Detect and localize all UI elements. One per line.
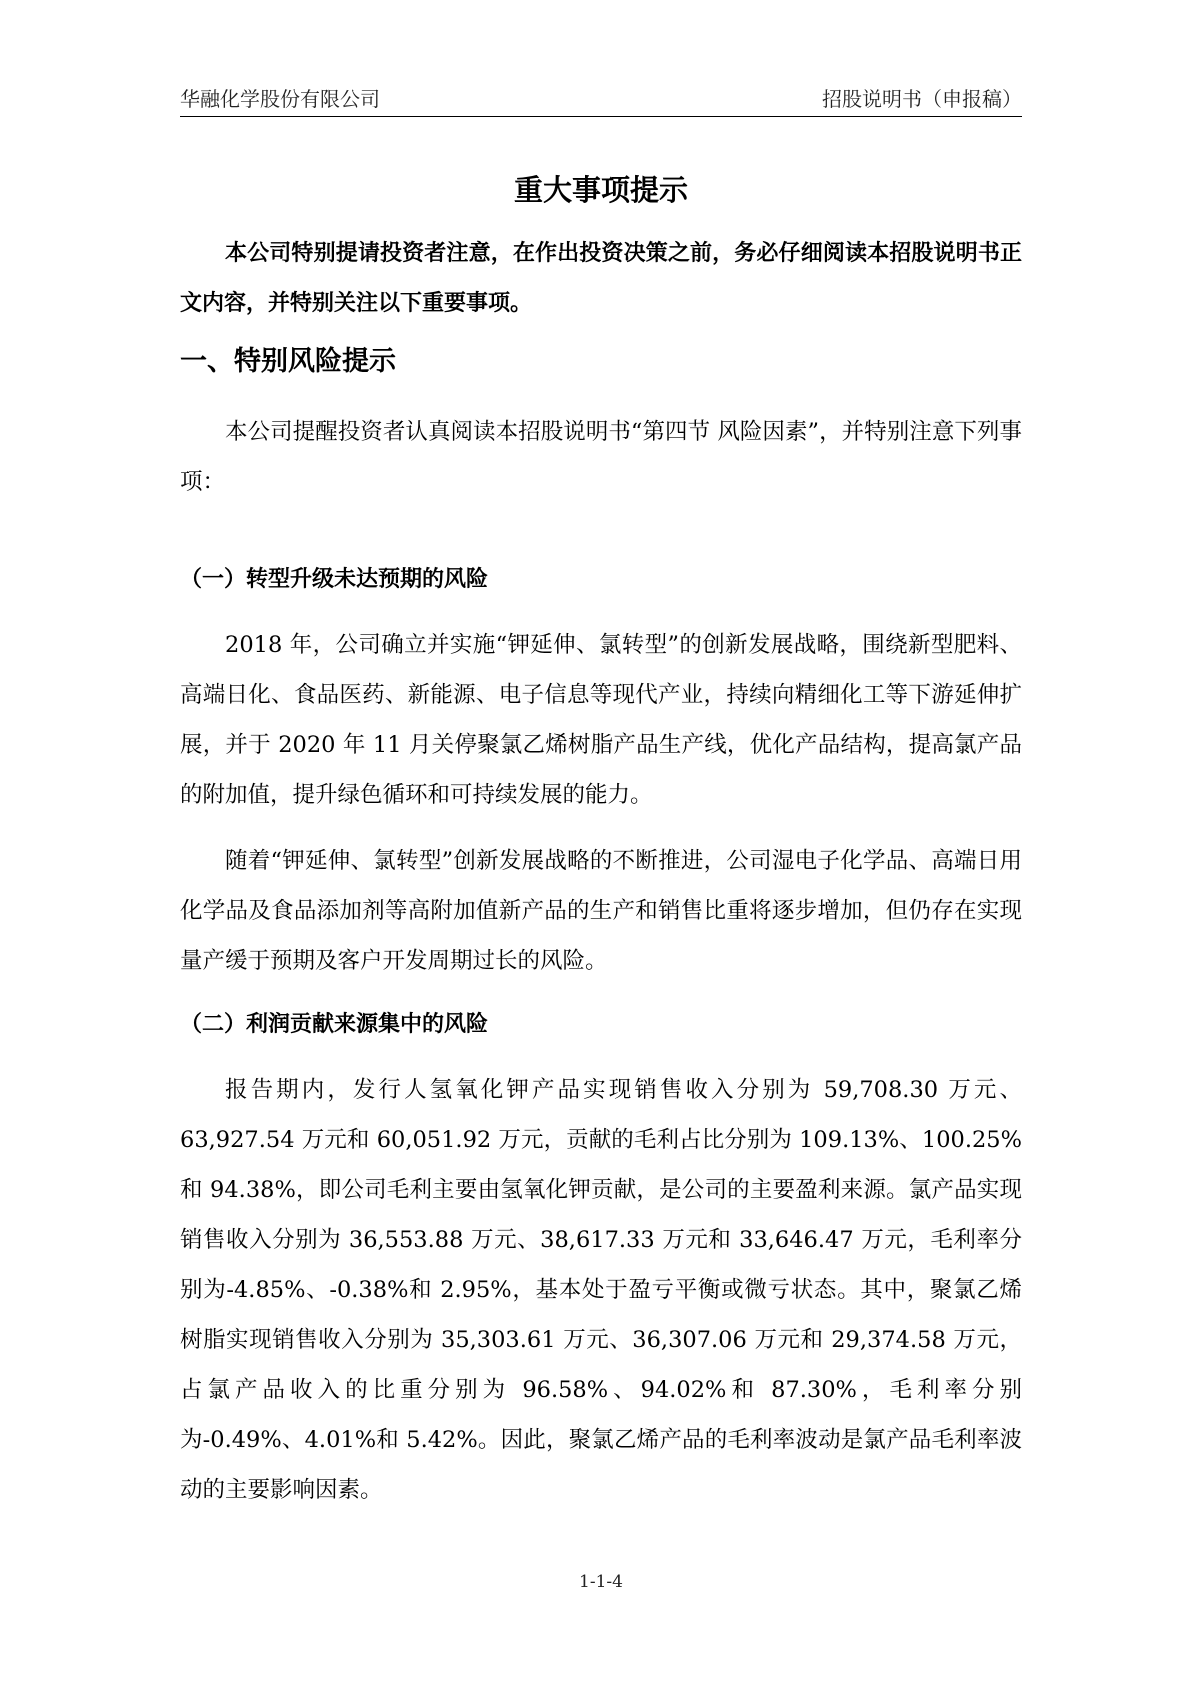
header-company-name: 华融化学股份有限公司 <box>180 87 380 111</box>
page-header <box>180 82 1022 117</box>
page-title: 重大事项提示 <box>513 173 688 207</box>
subsection-heading-profit-concentration-risk: （二）利润贡献来源集中的风险 <box>180 1012 489 1037</box>
subsection-heading-transformation-risk: （一）转型升级未达预期的风险 <box>180 567 489 592</box>
intro-paragraph: 本公司特别提请投资者注意，在作出投资决策之前，务必仔细阅读本招股说明书正文内容，并特别关注以下重要事项。 <box>180 241 1022 316</box>
paragraph-transformation-strategy: 2018 年，公司确立并实施“钾延伸、氯转型”的创新发展战略，围绕新型肥料、高端日化、食品医药、新能源、电子信息等现代产业，持续向精细化工等下游延伸扩展，并于 2020 年 11 月关停聚氯乙烯树脂产品生产线，优化产品结构，提高氯产品的附加值，提升绿色循环和可持续发展的能力。 <box>180 632 1022 808</box>
section-heading-special-risk: 一、特别风险提示 <box>180 346 396 377</box>
paragraph-profit-concentration: 报告期内，发行人氢氧化钾产品实现销售收入分别为 59,708.30 万元、63,927.54 万元和 60,051.92 万元，贡献的毛利占比分别为 109.13%、100.25%和 94.38%，即公司毛利主要由氢氧化钾贡献，是公司的主要盈利来源。氯产品实现销售收入分别为 36,553.88 万元、38,617.33 万元和 33,646.47 万元，毛利率分别为-4.85%、-0.38%和 2.95%，基本处于盈亏平衡或微亏状态。其中，聚氯乙烯树脂实现销售收入分别为 35,303.61 万元、36,307.06 万元和 29,374.58 万元，占氯产品收入的比重分别为 96.58%、94.02%和 87.30%，毛利率分别为-0.49%、4.01%和 5.42%。因此，聚氯乙烯产品的毛利率波动是氯产品毛利率波动的主要影响因素。 <box>180 1077 1022 1503</box>
paragraph-transformation-risk: 随着“钾延伸、氯转型”创新发展战略的不断推进，公司湿电子化学品、高端日用化学品及食品添加剂等高附加值新产品的生产和销售比重将逐步增加，但仍存在实现量产缓于预期及客户开发周期过长的风险。 <box>180 848 1022 974</box>
page-number: 1-1-4 <box>579 1572 623 1592</box>
header-document-type: 招股说明书（申报稿） <box>822 87 1022 111</box>
section-intro-paragraph: 本公司提醒投资者认真阅读本招股说明书“第四节 风险因素”，并特别注意下列事项： <box>180 419 1022 495</box>
